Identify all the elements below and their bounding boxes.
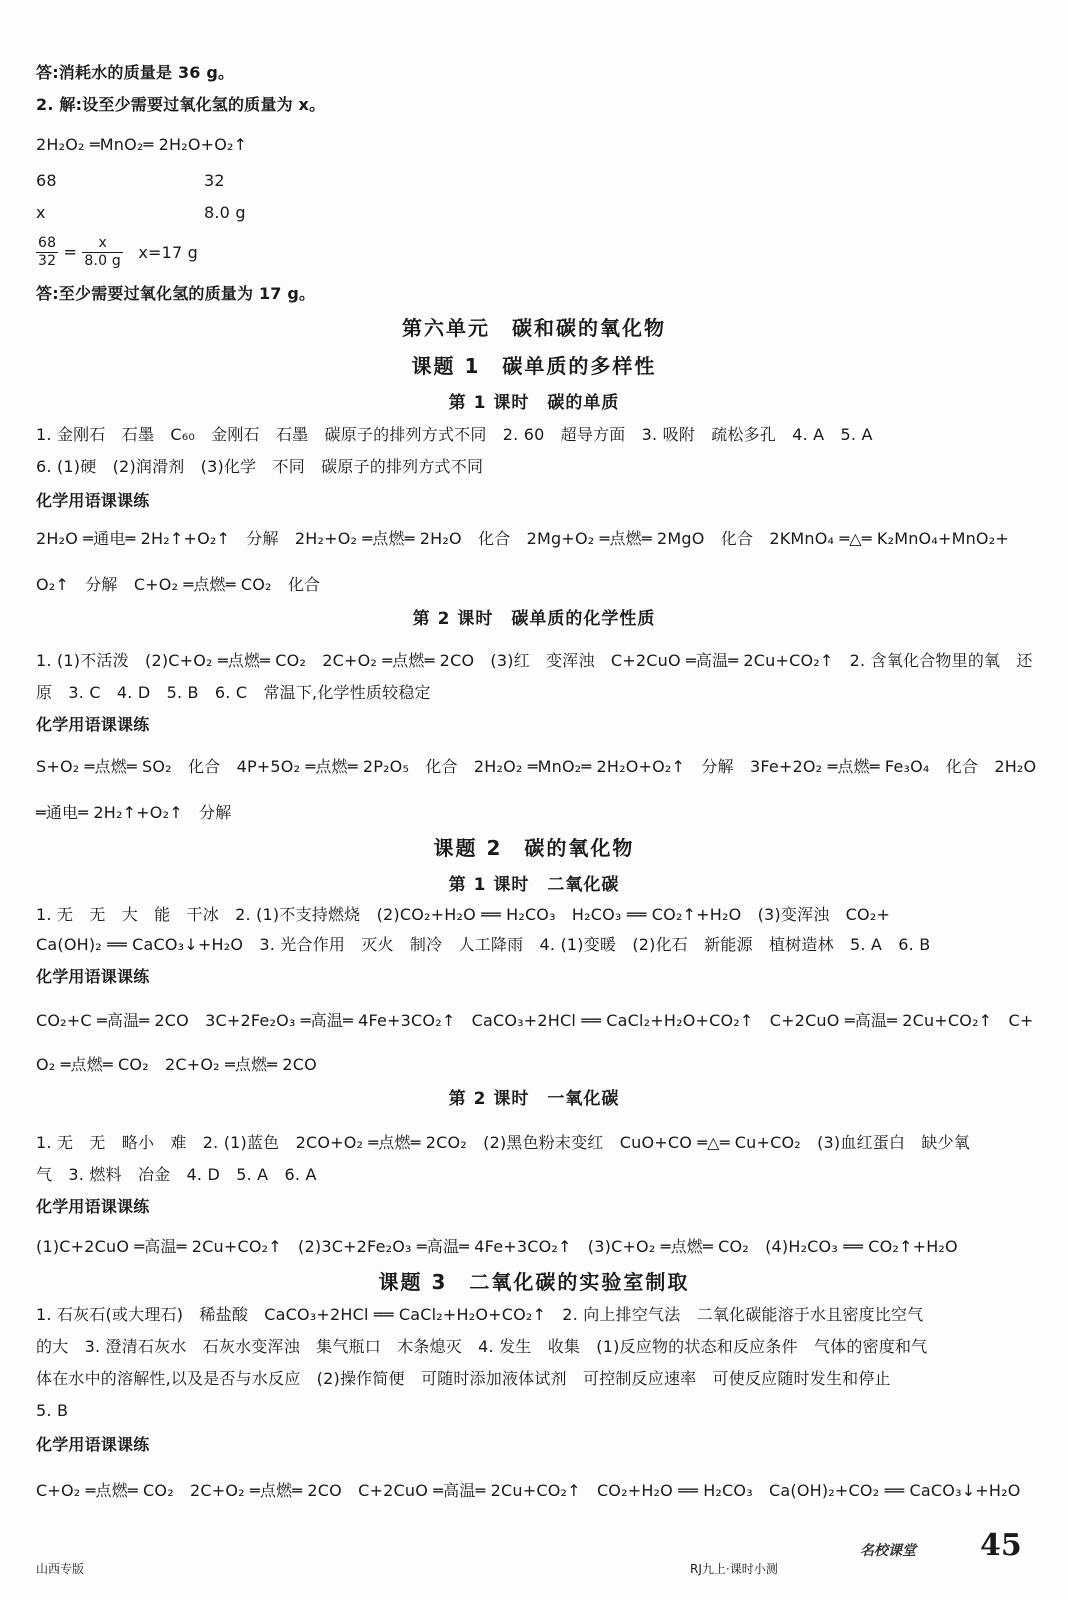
answer-line: 1. 无 无 大 能 干冰 2. (1)不支持燃烧 (2)CO₂+H₂O ══ H₂CO₃ H₂CO₃ ══ CO₂↑+H₂O (3)变浑浊 CO₂+ — [36, 905, 891, 924]
section-label: 化学用语课课练 — [36, 1435, 150, 1454]
ratio-value: 32 — [204, 171, 225, 190]
ratio-value: 68 — [36, 171, 57, 190]
ratio-value: x — [36, 203, 46, 222]
equation-line: S+O₂ ═点燃═ SO₂ 化合 4P+5O₂ ═点燃═ 2P₂O₅ 化合 2H₂O₂ ═MnO₂═ 2H₂O+O₂↑ 分解 3Fe+2O₂ ═点燃═ Fe₃O₄ 化合 2H₂O — [36, 757, 1037, 776]
answer-line: 1. (1)不活泼 (2)C+O₂ ═点燃═ CO₂ 2C+O₂ ═点燃═ 2CO (3)红 变浑浊 C+2CuO ═高温═ 2Cu+CO₂↑ 2. 含氧化合物里的氧 还 — [36, 651, 1033, 670]
lesson-title: 课题 1 碳单质的多样性 — [411, 354, 657, 378]
answer-line: 气 3. 燃料 冶金 4. D 5. A 6. A — [36, 1165, 317, 1184]
section-label: 化学用语课课练 — [36, 715, 150, 734]
equation-line: C+O₂ ═点燃═ CO₂ 2C+O₂ ═点燃═ 2CO C+2CuO ═高温═ 2Cu+CO₂↑ CO₂+H₂O ══ H₂CO₃ Ca(OH)₂+CO₂ ══ CaCO₃↓+H₂O — [36, 1481, 1021, 1500]
brand-logo: 名校课堂 — [860, 1543, 916, 1559]
page-number: 45 — [980, 1528, 1022, 1563]
result: x=17 g — [138, 242, 199, 262]
answer-line: 1. 金刚石 石墨 C₆₀ 金刚石 石墨 碳原子的排列方式不同 2. 60 超导方面 3. 吸附 疏松多孔 4. A 5. A — [36, 425, 873, 444]
equation-line: ═通电═ 2H₂↑+O₂↑ 分解 — [36, 803, 232, 822]
answer-line: 5. B — [36, 1401, 69, 1420]
answer-line: 1. 无 无 略小 难 2. (1)蓝色 2CO+O₂ ═点燃═ 2CO₂ (2)黑色粉末变红 CuO+CO ═△═ Cu+CO₂ (3)血红蛋白 缺少氧 — [36, 1133, 970, 1152]
answer-page — [36, 0, 1037, 1600]
answer-line: 6. (1)硬 (2)润滑剂 (3)化学 不同 碳原子的排列方式不同 — [36, 457, 484, 476]
answer-line: Ca(OH)₂ ══ CaCO₃↓+H₂O 3. 光合作用 灭火 制冷 人工降雨 4. (1)变暖 (2)化石 新能源 植树造林 5. A 6. B — [36, 935, 931, 954]
section-label: 化学用语课课练 — [36, 967, 150, 986]
answer-line: 答:至少需要过氧化氢的质量为 17 g。 — [36, 284, 316, 303]
lesson-title: 课题 3 二氧化碳的实验室制取 — [378, 1270, 690, 1294]
ratio-row — [36, 202, 1032, 224]
answer-line: 原 3. C 4. D 5. B 6. C 常温下,化学性质较稳定 — [36, 683, 431, 702]
equation-line: O₂↑ 分解 C+O₂ ═点燃═ CO₂ 化合 — [36, 575, 321, 594]
period-title: 第 2 课时 碳单质的化学性质 — [412, 609, 656, 629]
answer-line: 的大 3. 澄清石灰水 石灰水变浑浊 集气瓶口 木条熄灭 4. 发生 收集 (1)反应物的状态和反应条件 气体的密度和气 — [36, 1337, 928, 1356]
proportion-line: $\frac{68}{32}$ = $\frac{x}{8.0 g}$ x=17 g — [38, 235, 199, 269]
answer-line: 答:消耗水的质量是 36 g。 — [36, 63, 235, 82]
period-title: 第 2 课时 一氧化碳 — [448, 1089, 620, 1109]
period-title: 第 1 课时 二氧化碳 — [448, 875, 620, 895]
equation-line: 2H₂O₂ ═MnO₂═ 2H₂O+O₂↑ — [36, 135, 248, 154]
lesson-title: 课题 2 碳的氧化物 — [433, 836, 635, 860]
fraction: $\frac{x}{8.0 g}$ — [84, 235, 122, 269]
solution-intro: 2. 解:设至少需要过氧化氢的质量为 x。 — [36, 95, 326, 114]
equation-line: (1)C+2CuO ═高温═ 2Cu+CO₂↑ (2)3C+2Fe₂O₃ ═高温═ 4Fe+3CO₂↑ (3)C+O₂ ═点燃═ CO₂ (4)H₂CO₃ ══ CO₂↑+H₂O — [36, 1237, 958, 1256]
series-label: RJ九上·课时小测 — [690, 1562, 778, 1576]
answer-line: 体在水中的溶解性,以及是否与水反应 (2)操作简便 可随时添加液体试剂 可控制反应速率 可使反应随时发生和停止 — [36, 1369, 891, 1388]
equation-line: CO₂+C ═高温═ 2CO 3C+2Fe₂O₃ ═高温═ 4Fe+3CO₂↑ CaCO₃+2HCl ══ CaCl₂+H₂O+CO₂↑ C+2CuO ═高温═ 2Cu+CO₂↑ C+ — [36, 1011, 1034, 1030]
unit-title: 第六单元 碳和碳的氧化物 — [402, 316, 666, 340]
section-label: 化学用语课课练 — [36, 491, 150, 510]
section-label: 化学用语课课练 — [36, 1197, 150, 1216]
equation-line: O₂ ═点燃═ CO₂ 2C+O₂ ═点燃═ 2CO — [36, 1055, 317, 1074]
answer-line: 1. 石灰石(或大理石) 稀盐酸 CaCO₃+2HCl ══ CaCl₂+H₂O+CO₂↑ 2. 向上排空气法 二氧化碳能溶于水且密度比空气 — [36, 1305, 924, 1324]
edition-label: 山西专版 — [36, 1562, 85, 1576]
period-title: 第 1 课时 碳的单质 — [448, 393, 620, 413]
ratio-row — [36, 170, 1032, 192]
ratio-value: 8.0 g — [204, 203, 246, 222]
fraction: $\frac{68}{32}$ — [38, 235, 57, 269]
equation-line: 2H₂O ═通电═ 2H₂↑+O₂↑ 分解 2H₂+O₂ ═点燃═ 2H₂O 化合 2Mg+O₂ ═点燃═ 2MgO 化合 2KMnO₄ ═△═ K₂MnO₄+MnO₂+ — [36, 529, 1009, 548]
